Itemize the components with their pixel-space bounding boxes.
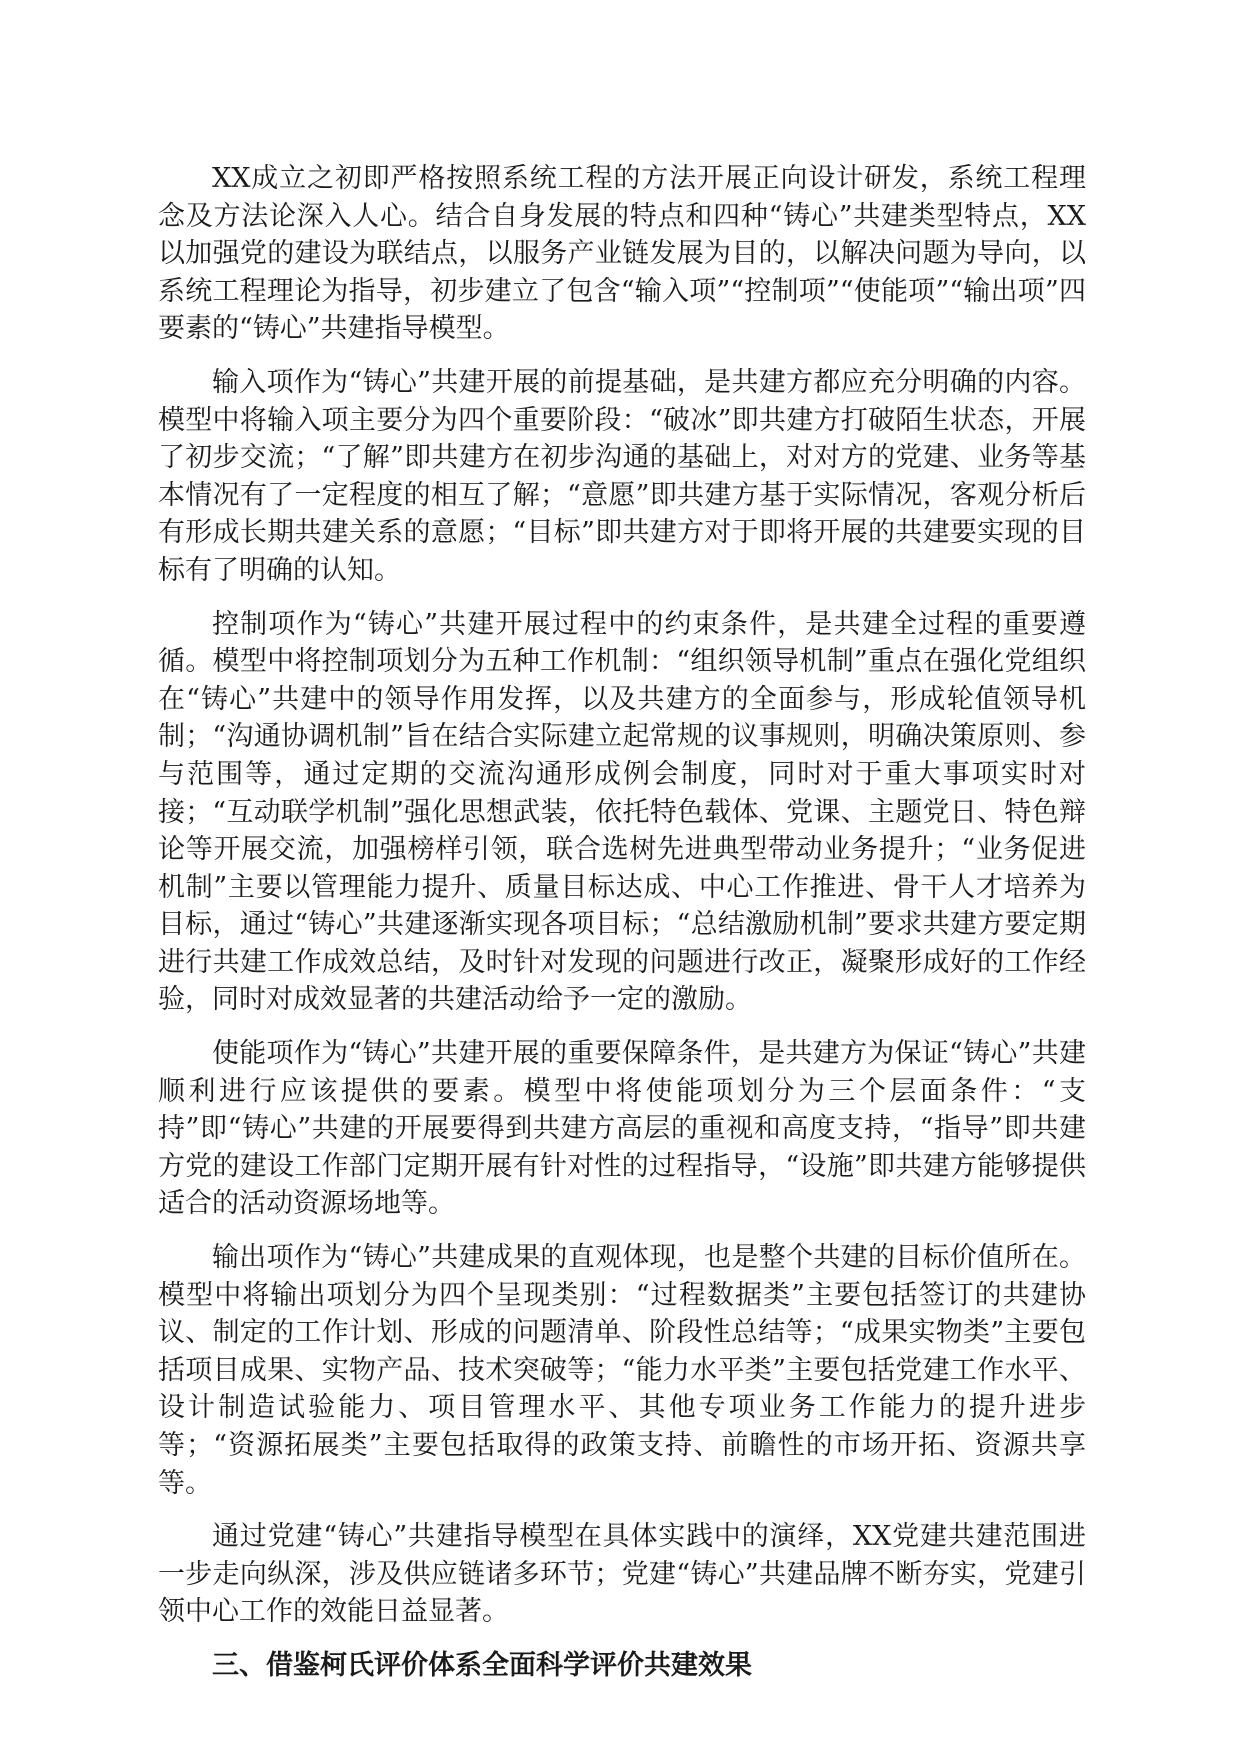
section-heading: 三、借鉴柯氏评价体系全面科学评价共建效果	[212, 1649, 752, 1681]
paragraph-conclusion: 通过党建“铸心”共建指导模型在具体实践中的演绎，XX党建共建范围进一步走向纵深，涉及供应链诸多环节；党建“铸心”共建品牌不断夯实，党建引领中心工作的效能日益显著。	[158, 1521, 1086, 1628]
document-body	[158, 160, 1086, 1685]
paragraph-output-items: 输出项作为“铸心”共建成果的直观体现，也是整个共建的目标价值所在。模型中将输出项划分为四个呈现类别：“过程数据类”主要包括签订的共建协议、制定的工作计划、形成的问题清单、阶段性总结等；“成果实物类”主要包括项目成果、实物产品、技术突破等；“能力水平类”主要包括党建工作水平、设计制造试验能力、项目管理水平、其他专项业务工作能力的提升进步等；“资源拓展类”主要包括取得的政策支持、前瞻性的市场开拓、资源共享等。	[158, 1242, 1086, 1499]
paragraph-enabling-items: 使能项作为“铸心”共建开展的重要保障条件，是共建方为保证“铸心”共建顺利进行应该提供的要素。模型中将使能项划分为三个层面条件：“支持”即“铸心”共建的开展要得到共建方高层的重视和高度支持，“指导”即共建方党的建设工作部门定期开展有针对性的过程指导，“设施”即共建方能够提供适合的活动资源场地等。	[158, 1038, 1086, 1220]
paragraph-control-items: 控制项作为“铸心”共建开展过程中的约束条件，是共建全过程的重要遵循。模型中将控制项划分为五种工作机制：“组织领导机制”重点在强化党组织在“铸心”共建中的领导作用发挥，以及共建方的全面参与，形成轮值领导机制；“沟通协调机制”旨在结合实际建立起常规的议事规则，明确决策原则、参与范围等，通过定期的交流沟通形成例会制度，同时对于重大事项实时对接；“互动联学机制”强化思想武装，依托特色载体、党课、主题党日、特色辩论等开展交流，加强榜样引领，联合选树先进典型带动业务提升；“业务促进机制”主要以管理能力提升、质量目标达成、中心工作推进、骨干人才培养为目标，通过“铸心”共建逐渐实现各项目标；“总结激励机制”要求共建方要定期进行共建工作成效总结，及时针对发现的问题进行改正，凝聚形成好的工作经验，同时对成效显著的共建活动给予一定的激励。	[158, 608, 1086, 1016]
paragraph-model-overview: XX成立之初即严格按照系统工程的方法开展正向设计研发，系统工程理念及方法论深入人心。结合自身发展的特点和四种“铸心”共建类型特点，XX以加强党的建设为联结点，以服务产业链发展为目的，以解决问题为导向，以系统工程理论为指导，初步建立了包含“输入项”“控制项”“使能项”“输出项”四要素的“铸心”共建指导模型。	[158, 163, 1086, 345]
paragraph-input-items: 输入项作为“铸心”共建开展的前提基础，是共建方都应充分明确的内容。模型中将输入项主要分为四个重要阶段：“破冰”即共建方打破陌生状态，开展了初步交流；“了解”即共建方在初步沟通的基础上，对对方的党建、业务等基本情况有了一定程度的相互了解；“意愿”即共建方基于实际情况，客观分析后有形成长期共建关系的意愿；“目标”即共建方对于即将开展的共建要实现的目标有了明确的认知。	[158, 366, 1086, 586]
